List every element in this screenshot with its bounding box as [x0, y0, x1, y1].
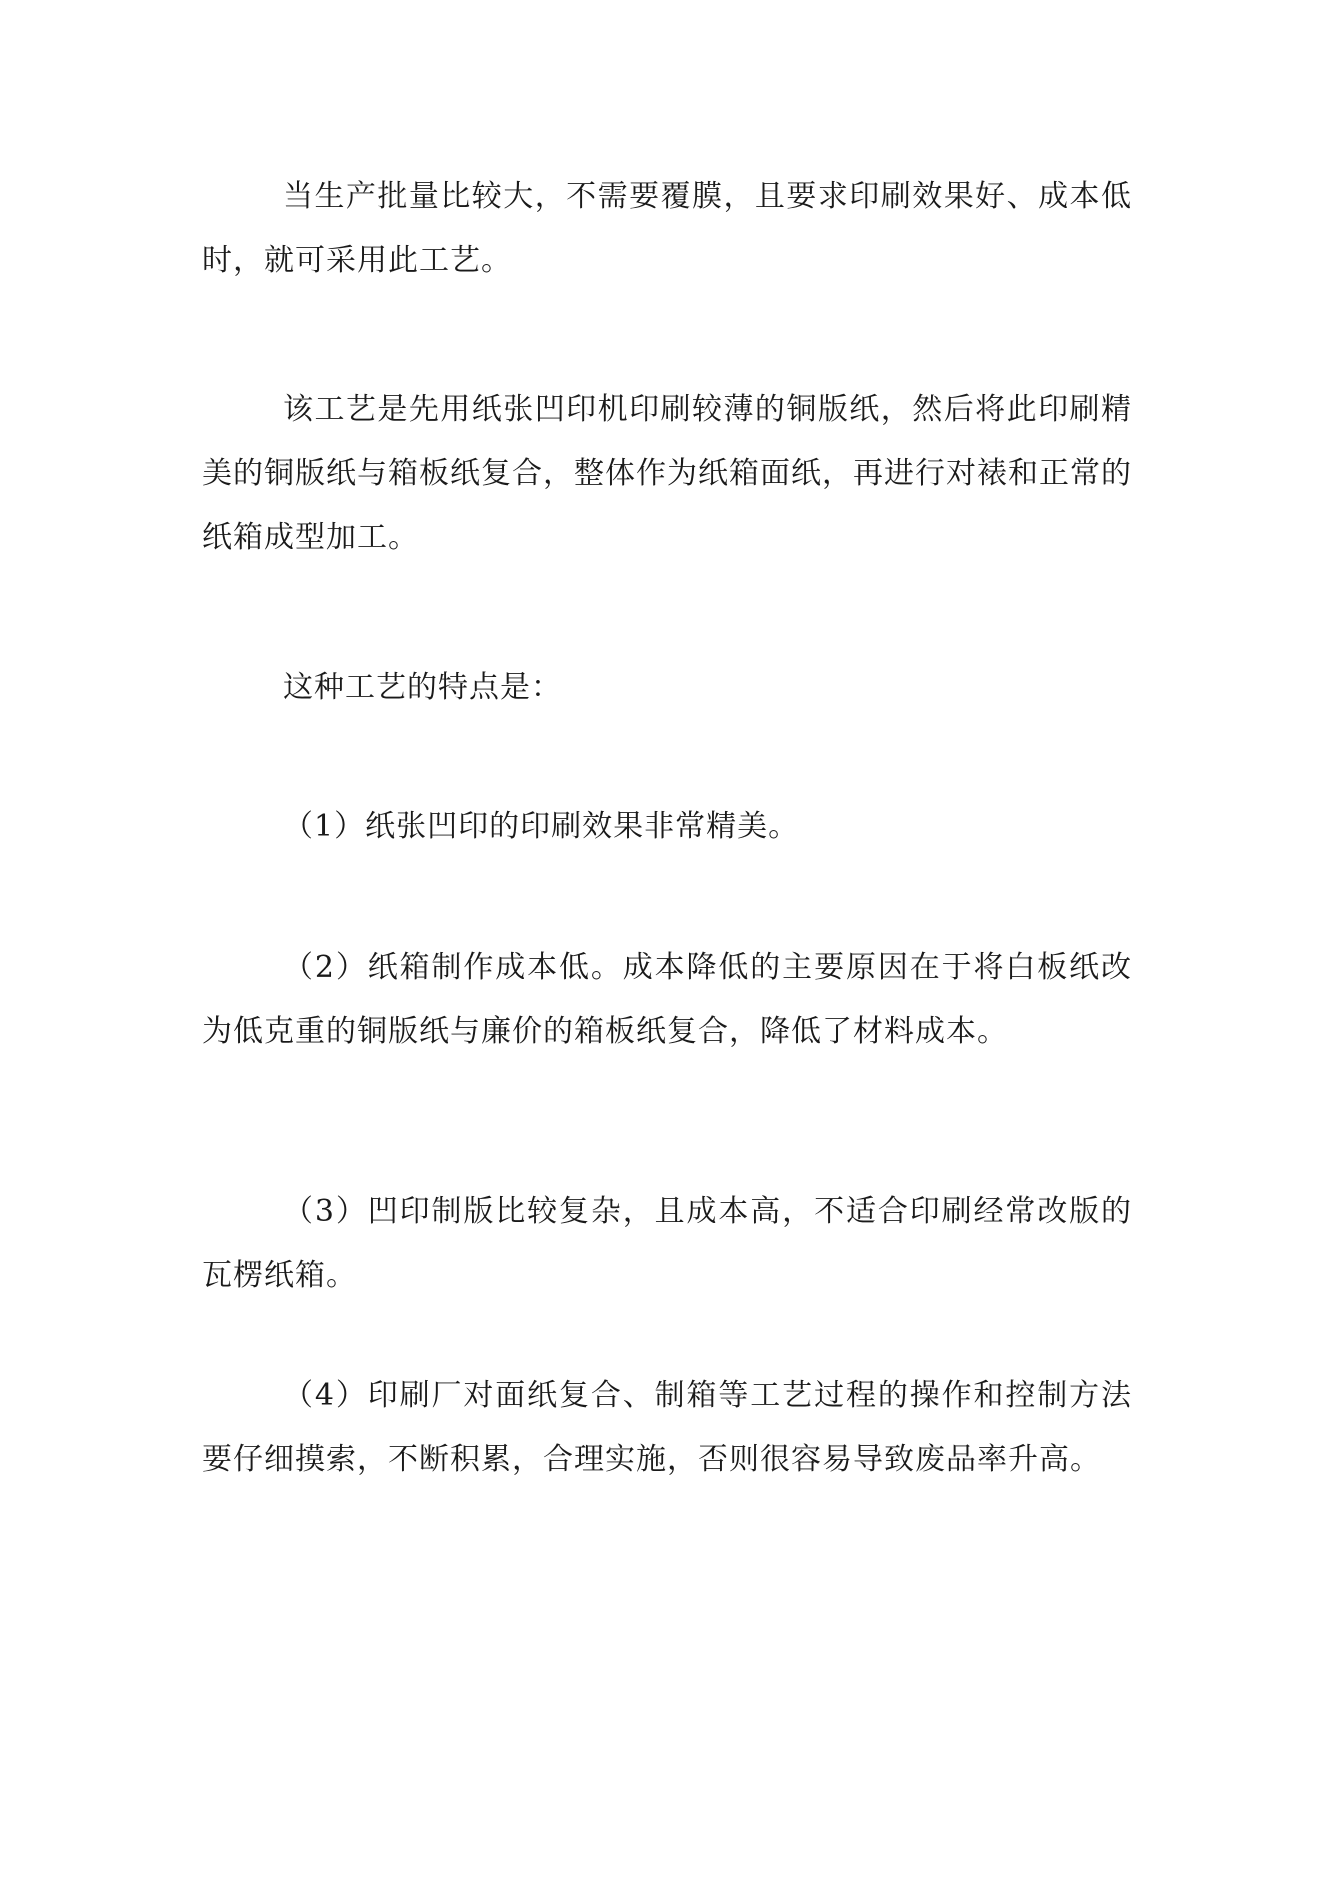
paragraph-intro: 当生产批量比较大，不需要覆膜，且要求印刷效果好、成本低时，就可采用此工艺。 — [202, 179, 1132, 278]
list-item-feature-4: （4）印刷厂对面纸复合、制箱等工艺过程的操作和控制方法要仔细摸索，不断积累，合理实施，否则很容易导致废品率升高。 — [202, 1378, 1132, 1477]
list-item-feature-3: （3）凹印制版比较复杂，且成本高，不适合印刷经常改版的瓦楞纸箱。 — [202, 1194, 1132, 1293]
paragraph-features-heading: 这种工艺的特点是： — [283, 670, 562, 705]
list-item-feature-2: （2）纸箱制作成本低。成本降低的主要原因在于将白板纸改为低克重的铜版纸与廉价的箱板纸复合，降低了材料成本。 — [202, 950, 1132, 1049]
list-item-feature-1: （1）纸张凹印的印刷效果非常精美。 — [283, 809, 800, 844]
paragraph-process: 该工艺是先用纸张凹印机印刷较薄的铜版纸，然后将此印刷精美的铜版纸与箱板纸复合，整体作为纸箱面纸，再进行对裱和正常的纸箱成型加工。 — [202, 392, 1132, 555]
